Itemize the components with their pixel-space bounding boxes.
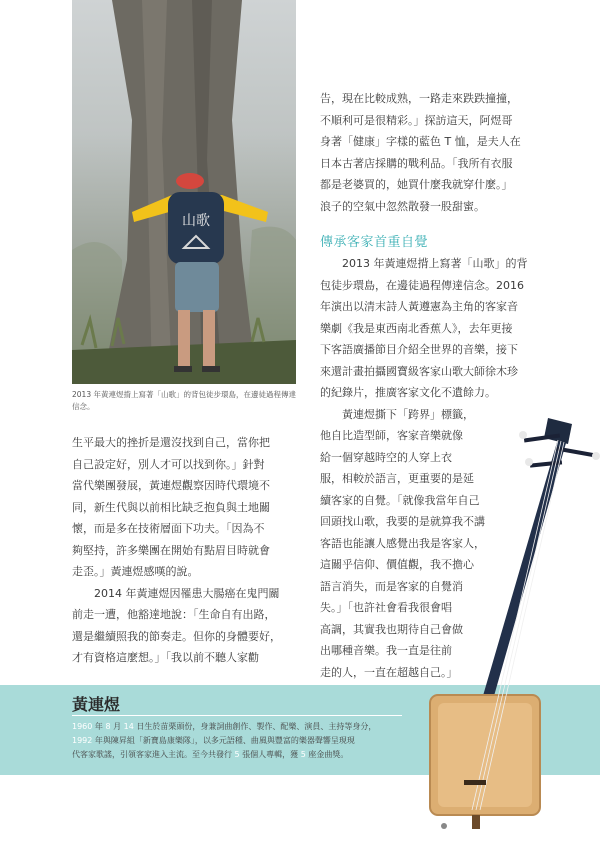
text-line: 走歪。」黃連煜感嘆的說。 xyxy=(72,565,199,578)
text-line: 語言消失，而是客家的自覺消 xyxy=(320,579,463,593)
bio-number: 1992 xyxy=(72,736,93,745)
text-line: 包徒步環島，在邊徒過程傳達信念。2016 xyxy=(320,278,524,292)
text-line: 失。」「也許社會看我很會唱 xyxy=(320,601,452,614)
text-line: 還是繼續照我的節奏走。但你的身體要好， xyxy=(72,629,281,643)
bio-text-part: 日生於苗栗頭份，身兼詞曲創作、製作、配樂、演員、主持等身分， xyxy=(133,722,377,731)
bio-line xyxy=(72,748,412,762)
text-line: 自己設定好，別人才可以找到你。」針對 xyxy=(72,457,265,471)
text-line: 身著「健康」字樣的藍色 T 恤，是夫人在 xyxy=(320,135,521,148)
bio-number: 5 xyxy=(234,750,240,759)
text-line: 服，相較於語言，更重要的是延 xyxy=(320,472,474,485)
text-line: 前走一遭，他豁達地說：「生命自有出路， xyxy=(72,608,276,621)
text-line: 給一個穿越時空的人穿上衣 xyxy=(320,450,452,464)
text-line: 當代樂團發展，黃連煜觀察因時代環境不 xyxy=(72,479,270,492)
text-line: 浪子的空氣中忽然散發一股甜蜜。 xyxy=(320,199,485,213)
bio-text-part: 月 xyxy=(110,722,124,731)
bio-text-part: 代客家歌謠，引領客家進入主流。至今共發行 xyxy=(72,750,235,759)
text-line: 下客語廣播節目介紹全世界的音樂，接下 xyxy=(320,343,518,356)
text-line: 年演出以清末詩人黃遵憲為主角的客家音 xyxy=(320,300,518,313)
text-line: 他自比造型師，客家音樂就像 xyxy=(320,429,463,442)
bio-name: 黃連煜 xyxy=(72,695,121,714)
bio-number: 5 xyxy=(300,750,306,759)
bio-text-part: 年與陳昇組「新寶島康樂隊」，以多元語種、曲風與豐富的樂器聲響呈現現 xyxy=(92,736,355,745)
text-line: 客語也能讓人感覺出我是客家人， xyxy=(320,536,485,550)
article-photo xyxy=(72,0,296,384)
text-line: 2014 年黃連煜因罹患大腸癌在鬼門關 xyxy=(72,586,280,600)
text-line: 懷，而是多在技術層面下功夫。「因為不 xyxy=(72,522,265,535)
text-line: 都是老婆買的，她買什麼我就穿什麼。」 xyxy=(320,178,513,191)
text-line: 走的人，一直在超越自己。」 xyxy=(320,665,458,679)
text-line: 來還計畫拍攝國寶級客家山歌大師徐木珍 xyxy=(320,364,518,378)
text-line: 回頭找山歌，我要的是就算我不講 xyxy=(320,515,485,528)
bio-number: 14 xyxy=(123,722,134,731)
bio-line xyxy=(72,734,412,748)
text-line: 續客家的自覺。「就像我當年自己 xyxy=(320,493,480,507)
bio-text xyxy=(72,720,412,762)
bio-number: 1960 xyxy=(72,722,93,731)
text-line: 這關乎信仰、價值觀，我不擔心 xyxy=(320,558,474,571)
article-column-right-top xyxy=(320,88,558,217)
text-line: 黃連煜撕下「跨界」標籤， xyxy=(320,407,474,421)
photo-caption: 2013 年黃連煜揹上寫著「山歌」的背包徒步環島，在邊徒過程傳達信念。 xyxy=(72,390,296,411)
text-line: 不順利可是很精彩。」探訪這天，阿煜哥 xyxy=(320,113,513,127)
bio-text-part: 座金曲獎。 xyxy=(305,750,349,759)
text-line: 告，現在比較成熟，一路走來跌跌撞撞， xyxy=(320,92,518,105)
bio-line xyxy=(72,720,412,734)
bio-divider xyxy=(72,715,402,716)
text-line: 生平最大的挫折是還沒找到自己，當你把 xyxy=(72,436,270,449)
text-line: 2013 年黃連煜揹上寫著「山歌」的背 xyxy=(320,257,528,270)
backpack-label: 山歌 xyxy=(182,213,210,229)
text-line: 同，新生代與以前相比缺乏抱負與土地關 xyxy=(72,500,270,514)
text-line: 才有資格這麼想。」「我以前不聽人家勸 xyxy=(72,651,259,664)
article-column-left xyxy=(72,432,308,669)
shamisen-illustration xyxy=(420,410,600,840)
bio-number: 8 xyxy=(105,722,111,731)
bio-text-part: 張個人專輯，獲 xyxy=(239,750,301,759)
text-line: 樂劇《我是東西南北香蕉人》，去年更接 xyxy=(320,321,513,335)
photo-illustration xyxy=(72,0,296,384)
text-line: 出哪種音樂。我一直是往前 xyxy=(320,644,452,657)
text-line: 夠堅持，許多樂團在開始有點眉目時就會 xyxy=(72,543,270,557)
text-line: 的紀錄片，推廣客家文化不遺餘力。 xyxy=(320,386,496,399)
text-line: 高調，其實我也期待自己會做 xyxy=(320,622,463,636)
section-heading: 傳承客家首重自覺 xyxy=(320,235,429,250)
text-line: 日本古著店採購的戰利品。「我所有衣服 xyxy=(320,156,513,170)
bio-text-part: 年 xyxy=(92,722,106,731)
